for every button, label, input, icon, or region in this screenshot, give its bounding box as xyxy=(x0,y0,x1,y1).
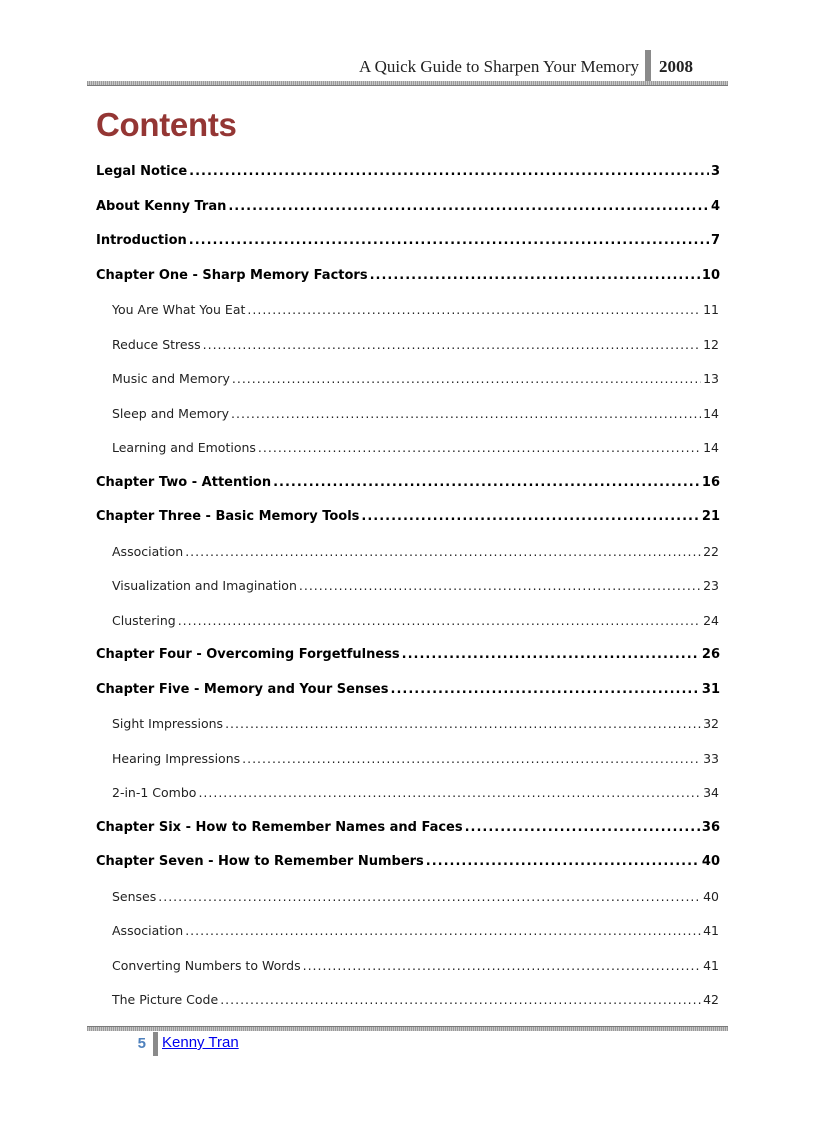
toc-entry-page: 22 xyxy=(703,543,719,559)
toc-entry-title: Chapter Four - Overcoming Forgetfulness xyxy=(96,647,400,662)
toc-dot-leader xyxy=(198,785,701,800)
toc-section-entry[interactable] xyxy=(112,406,719,428)
footer-separator xyxy=(153,1032,158,1056)
toc-entry-page: 36 xyxy=(701,819,720,835)
footer-page-number: 5 xyxy=(137,1035,146,1052)
toc-entry-page: 12 xyxy=(703,336,719,352)
toc-entry-title: Learning and Emotions xyxy=(112,440,256,455)
toc-entry-title: Reduce Stress xyxy=(112,336,201,352)
toc-entry-title: Senses xyxy=(112,888,157,904)
toc-section-entry[interactable] xyxy=(112,785,719,807)
toc-dot-leader xyxy=(228,199,709,214)
toc-entry-page: 11 xyxy=(703,302,719,317)
toc-entry-title: Chapter Three - Basic Memory Tools xyxy=(96,509,360,524)
toc-entry-page: 3 xyxy=(710,164,720,179)
toc-chapter-entry[interactable] xyxy=(96,268,720,290)
toc-dot-leader xyxy=(402,647,700,662)
toc-entry-page: 41 xyxy=(703,957,719,973)
toc-dot-leader xyxy=(242,751,701,766)
header-title: A Quick Guide to Sharpen Your Memory xyxy=(358,57,639,76)
toc-entry-page: 40 xyxy=(703,888,719,904)
toc-entry-page: 7 xyxy=(710,233,720,248)
toc-chapter-entry[interactable] xyxy=(96,199,720,221)
toc-entry-title: Chapter Two - Attention xyxy=(96,474,272,490)
toc-entry-title: Sleep and Memory xyxy=(112,405,230,421)
toc-dot-leader xyxy=(370,268,700,283)
toc-entry-title: Music and Memory xyxy=(112,371,230,386)
toc-entry-page: 4 xyxy=(710,198,720,214)
toc-chapter-entry[interactable] xyxy=(96,164,720,186)
toc-entry-title: Legal Notice xyxy=(96,164,188,179)
page-header xyxy=(87,50,727,83)
toc-dot-leader xyxy=(299,578,701,593)
toc-section-entry[interactable] xyxy=(112,302,719,324)
toc-entry-page: 14 xyxy=(703,405,719,421)
header-year: 2008 xyxy=(659,57,693,76)
toc-dot-leader xyxy=(189,164,709,179)
toc-chapter-entry[interactable] xyxy=(96,233,720,255)
toc-entry-page: 16 xyxy=(701,474,720,490)
toc-section-entry[interactable] xyxy=(112,613,719,635)
toc-entry-title: Chapter One - Sharp Memory Factors xyxy=(96,267,368,283)
toc-section-entry[interactable] xyxy=(112,440,719,462)
toc-section-entry[interactable] xyxy=(112,544,719,566)
toc-section-entry[interactable] xyxy=(112,992,719,1014)
toc-entry-title: Chapter Five - Memory and Your Senses xyxy=(96,681,389,697)
toc-entry-title: Chapter Six - How to Remember Names and Faces xyxy=(96,819,463,835)
header-separator xyxy=(645,50,651,83)
toc-entry-title: Hearing Impressions xyxy=(112,750,241,766)
toc-dot-leader xyxy=(185,923,701,938)
toc-section-entry[interactable] xyxy=(112,371,719,393)
toc-dot-leader xyxy=(391,682,700,697)
toc-chapter-entry[interactable] xyxy=(96,820,720,842)
toc-entry-page: 23 xyxy=(703,578,719,593)
toc-entry-title: About Kenny Tran xyxy=(96,198,227,214)
toc-entry-page: 33 xyxy=(703,750,719,766)
toc-entry-page: 31 xyxy=(701,681,720,697)
toc-dot-leader xyxy=(203,337,701,352)
toc-entry-title: Clustering xyxy=(112,612,176,628)
toc-entry-page: 10 xyxy=(701,267,720,283)
toc-entry-page: 34 xyxy=(703,785,719,800)
toc-entry-title: Introduction xyxy=(96,233,187,248)
toc-dot-leader xyxy=(465,820,700,835)
toc-entry-title: Converting Numbers to Words xyxy=(112,957,301,973)
toc-entry-page: 40 xyxy=(701,854,720,869)
toc-dot-leader xyxy=(220,992,701,1007)
toc-section-entry[interactable] xyxy=(112,578,719,600)
toc-section-entry[interactable] xyxy=(112,337,719,359)
toc-chapter-entry[interactable] xyxy=(96,475,720,497)
toc-section-entry[interactable] xyxy=(112,889,719,911)
toc-dot-leader xyxy=(258,440,701,455)
toc-dot-leader xyxy=(231,406,701,421)
toc-dot-leader xyxy=(189,233,709,248)
toc-entry-page: 41 xyxy=(703,923,719,938)
toc-entry-page: 26 xyxy=(701,647,720,662)
toc-section-entry[interactable] xyxy=(112,923,719,945)
toc-chapter-entry[interactable] xyxy=(96,682,720,704)
toc-entry-title: Visualization and Imagination xyxy=(112,578,297,593)
toc-entry-page: 14 xyxy=(703,440,719,455)
toc-entry-page: 42 xyxy=(703,992,719,1007)
toc-chapter-entry[interactable] xyxy=(96,647,720,669)
toc-chapter-entry[interactable] xyxy=(96,854,720,876)
toc-section-entry[interactable] xyxy=(112,958,719,980)
toc-entry-title: The Picture Code xyxy=(112,992,219,1007)
toc-dot-leader xyxy=(273,475,700,490)
toc-entry-title: 2-in-1 Combo xyxy=(112,785,197,800)
toc-section-entry[interactable] xyxy=(112,716,719,738)
toc-dot-leader xyxy=(247,302,701,317)
toc-dot-leader xyxy=(426,854,700,869)
page-title: Contents xyxy=(96,106,237,143)
toc-entry-page: 32 xyxy=(703,716,719,731)
toc-dot-leader xyxy=(303,958,702,973)
toc-dot-leader xyxy=(361,509,700,524)
toc-entry-title: You Are What You Eat xyxy=(112,302,246,317)
toc-dot-leader xyxy=(232,371,701,386)
toc-entry-title: Association xyxy=(112,543,184,559)
toc-dot-leader xyxy=(178,613,701,628)
footer-author-link[interactable]: Kenny Tran xyxy=(162,1034,239,1051)
toc-dot-leader xyxy=(225,716,701,731)
footer-rule xyxy=(87,1026,728,1031)
toc-dot-leader xyxy=(158,889,701,904)
toc-dot-leader xyxy=(185,544,701,559)
toc-entry-page: 24 xyxy=(703,612,719,628)
toc-chapter-entry[interactable] xyxy=(96,509,720,531)
toc-section-entry[interactable] xyxy=(112,751,719,773)
toc-entry-title: Association xyxy=(112,923,184,938)
toc-entry-page: 13 xyxy=(703,371,719,386)
toc-entry-page: 21 xyxy=(701,509,720,524)
toc-entry-title: Chapter Seven - How to Remember Numbers xyxy=(96,854,424,869)
toc-entry-title: Sight Impressions xyxy=(112,716,224,731)
header-rule xyxy=(87,81,728,86)
